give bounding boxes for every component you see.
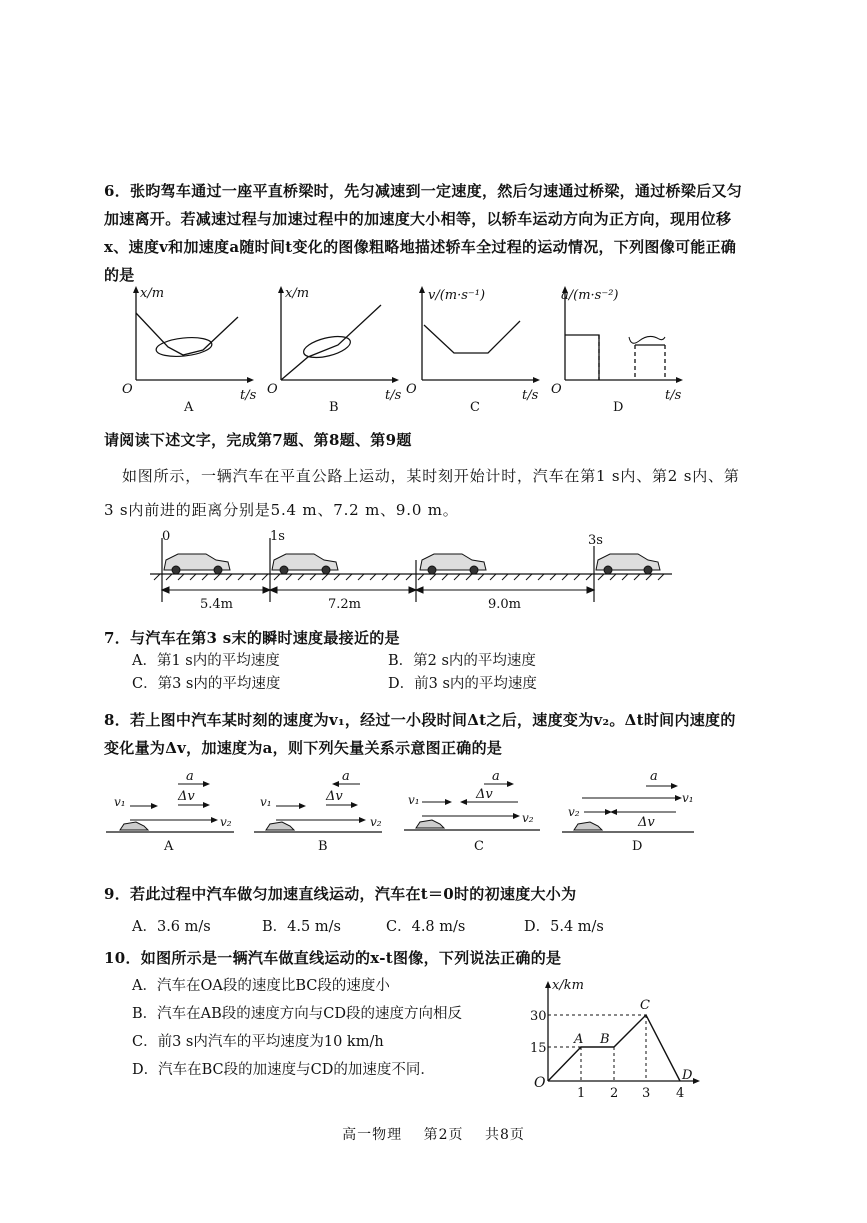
reading-passage: 如图所示，一辆汽车在平直公路上运动，某时刻开始计时，汽车在第1 s内、第2 s内、第3 s内前进的距离分别是5.4 m、7.2 m、9.0 m。 bbox=[104, 467, 740, 519]
q10-option-c[interactable]: C．前3 s内汽车的平均速度为10 km/h bbox=[132, 1034, 384, 1050]
q10-point-a: A bbox=[574, 1032, 584, 1047]
graph-b-ylabel: x/m bbox=[285, 286, 310, 301]
q8-diagram-b bbox=[254, 768, 394, 854]
q6-graph-d bbox=[547, 285, 687, 415]
q10-ylabel: x/km bbox=[552, 978, 584, 993]
q10-ytick-15: 15 bbox=[530, 1041, 547, 1056]
q10-xt-graph bbox=[528, 975, 708, 1105]
graph-d-letter: D bbox=[613, 400, 624, 415]
svg-text:v₁: v₁ bbox=[114, 795, 126, 809]
svg-text:Δv: Δv bbox=[178, 789, 195, 804]
q9-option-d[interactable]: D．5.4 m/s bbox=[524, 919, 604, 935]
svg-text:A: A bbox=[164, 839, 174, 854]
q9-option-a[interactable]: A．3.6 m/s bbox=[132, 919, 211, 935]
q7-option-c[interactable]: C．第3 s内的平均速度 bbox=[132, 676, 281, 692]
car-road-figure bbox=[148, 530, 678, 616]
distance-label-3: 9.0m bbox=[488, 597, 522, 612]
graph-c-origin: O bbox=[406, 382, 417, 397]
q8-diagram-c bbox=[404, 768, 549, 854]
svg-text:Δv: Δv bbox=[476, 787, 493, 802]
q10-option-b[interactable]: B．汽车在AB段的速度方向与CD段的速度方向相反 bbox=[132, 1006, 463, 1022]
svg-text:C: C bbox=[474, 839, 484, 854]
q10-point-c: C bbox=[640, 998, 650, 1013]
svg-text:Δv: Δv bbox=[638, 815, 655, 830]
q10-xtick-4: 4 bbox=[676, 1086, 685, 1101]
q7-option-d[interactable]: D．前3 s内的平均速度 bbox=[388, 676, 537, 692]
q6-graph-b bbox=[263, 285, 403, 415]
distance-label-2: 7.2m bbox=[328, 597, 362, 612]
q9-option-c[interactable]: C．4.8 m/s bbox=[386, 919, 466, 935]
q10-point-d: D bbox=[682, 1068, 693, 1083]
svg-text:a: a bbox=[342, 769, 350, 784]
q7-option-b[interactable]: B．第2 s内的平均速度 bbox=[388, 653, 536, 669]
q10-point-b: B bbox=[600, 1032, 610, 1047]
footer-subject: 高一物理 bbox=[342, 1127, 403, 1143]
svg-text:v₁: v₁ bbox=[260, 795, 272, 809]
svg-text:v₂: v₂ bbox=[220, 815, 232, 829]
graph-a-origin: O bbox=[122, 382, 133, 397]
svg-text:v₁: v₁ bbox=[408, 793, 420, 807]
svg-text:v₁: v₁ bbox=[682, 791, 694, 805]
svg-text:v₂: v₂ bbox=[568, 805, 580, 819]
graph-b-letter: B bbox=[329, 400, 339, 415]
graph-a-xlabel: t/s bbox=[240, 388, 257, 403]
q6-graph-a bbox=[118, 285, 258, 415]
svg-text:a: a bbox=[650, 769, 658, 784]
q7-option-a[interactable]: A．第1 s内的平均速度 bbox=[132, 653, 280, 669]
q10-origin: O bbox=[534, 1075, 546, 1091]
footer-total: 共8页 bbox=[484, 1127, 525, 1143]
graph-a-ylabel: x/m bbox=[140, 286, 165, 301]
q10-option-a[interactable]: A．汽车在OA段的速度比BC段的速度小 bbox=[132, 978, 390, 994]
time-label-0: 0 bbox=[162, 529, 171, 544]
reading-heading: 请阅读下述文字，完成第7题、第8题、第9题 bbox=[104, 431, 412, 449]
q8-diagram-d bbox=[562, 768, 702, 854]
distance-label-1: 5.4m bbox=[200, 597, 234, 612]
svg-text:B: B bbox=[318, 839, 328, 854]
graph-d-origin: O bbox=[551, 382, 562, 397]
q10-option-d[interactable]: D．汽车在BC段的加速度与CD的加速度不同． bbox=[132, 1062, 435, 1078]
q10-ytick-30: 30 bbox=[530, 1009, 547, 1024]
q10-xtick-1: 1 bbox=[577, 1086, 586, 1101]
question-8-text: 8．若上图中汽车某时刻的速度为v₁，经过一小段时间Δt之后，速度变为v₂。Δt时间内速度的变化量为Δv，加速度为a，则下列矢量关系示意图正确的是 bbox=[104, 711, 736, 757]
question-6-text: 6．张昀驾车通过一座平直桥梁时，先匀减速到一定速度，然后匀速通过桥梁，通过桥梁后又匀加速离开。若减速过程与加速过程中的加速度大小相等，以轿车运动方向为正方向，现用位移x、速度v和加速度a随时间t变化的图像粗略地描述轿车全过程的运动情况，下列图像可能正确的是 bbox=[104, 182, 743, 284]
question-10-text: 10．如图所示是一辆汽车做直线运动的x-t图像，下列说法正确的是 bbox=[104, 949, 562, 967]
q10-xtick-3: 3 bbox=[642, 1086, 651, 1101]
graph-d-xlabel: t/s bbox=[665, 388, 682, 403]
graph-c-ylabel: v/(m·s⁻¹) bbox=[428, 288, 486, 303]
svg-text:a: a bbox=[492, 769, 500, 784]
graph-c-xlabel: t/s bbox=[522, 388, 539, 403]
q9-option-b[interactable]: B．4.5 m/s bbox=[262, 919, 341, 935]
car-icon bbox=[164, 554, 230, 574]
footer-page: 第2页 bbox=[423, 1127, 464, 1143]
svg-text:v₂: v₂ bbox=[370, 815, 382, 829]
page-footer bbox=[0, 1124, 867, 1144]
question-9-text: 9．若此过程中汽车做匀加速直线运动，汽车在t＝0时的初速度大小为 bbox=[104, 885, 577, 903]
graph-c-letter: C bbox=[470, 400, 480, 415]
q10-xtick-2: 2 bbox=[610, 1086, 619, 1101]
graph-a-letter: A bbox=[184, 400, 194, 415]
graph-b-origin: O bbox=[267, 382, 278, 397]
graph-d-ylabel: a/(m·s⁻²) bbox=[561, 288, 619, 303]
svg-text:a: a bbox=[186, 769, 194, 784]
graph-b-xlabel: t/s bbox=[385, 388, 402, 403]
question-7-text: 7．与汽车在第3 s末的瞬时速度最接近的是 bbox=[104, 629, 400, 647]
time-label-1s: 1s bbox=[270, 529, 285, 544]
time-label-3s: 3s bbox=[588, 533, 603, 548]
svg-text:D: D bbox=[632, 839, 643, 854]
svg-text:Δv: Δv bbox=[326, 789, 343, 804]
svg-text:v₂: v₂ bbox=[522, 811, 534, 825]
q8-diagram-a bbox=[106, 768, 246, 854]
q6-graph-c bbox=[404, 285, 544, 415]
